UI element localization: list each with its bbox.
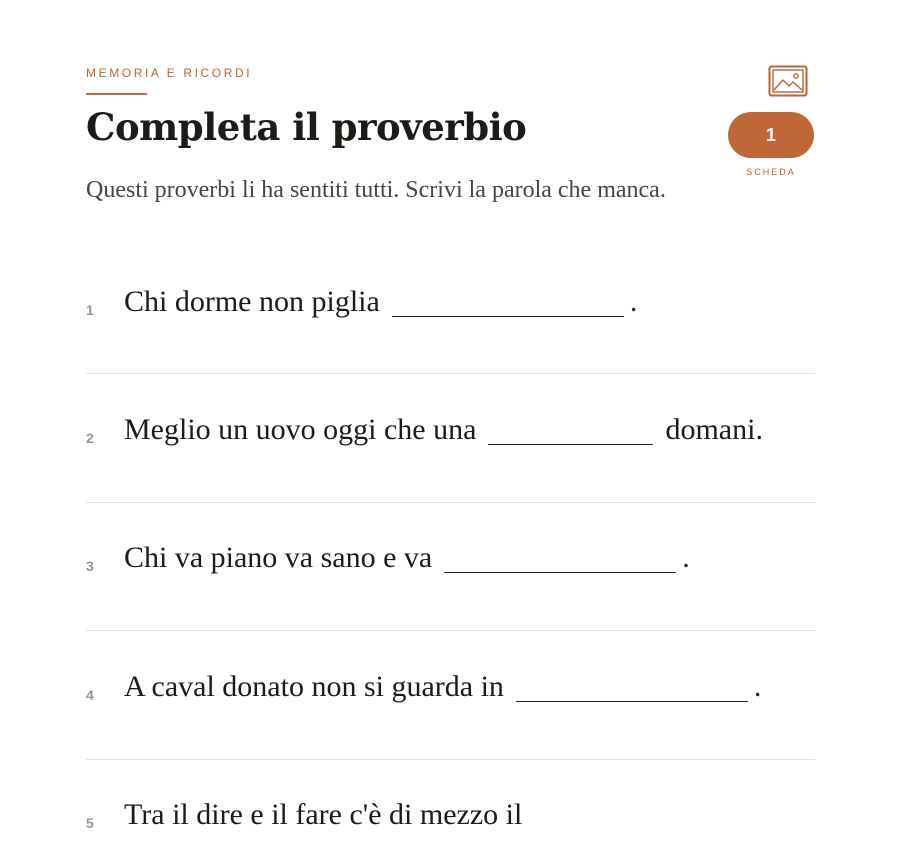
proverb-ending: . (629, 285, 638, 318)
answer-blank[interactable] (392, 294, 624, 317)
proverb-text: Chi va piano va sano e va (124, 541, 433, 574)
proverb-text: A caval donato non si guarda in (124, 670, 504, 703)
item-number: 5 (86, 815, 94, 831)
scheda-label: SCHEDA (746, 167, 796, 177)
answer-blank[interactable] (444, 550, 676, 573)
proverb-item-3 (86, 538, 815, 598)
scheda-number-badge: 1 (728, 112, 814, 158)
item-divider (86, 759, 815, 760)
proverb-text: Meglio un uovo oggi che una (124, 413, 477, 446)
answer-blank[interactable] (516, 679, 748, 702)
item-divider (86, 630, 815, 631)
image-icon[interactable] (768, 65, 808, 97)
eyebrow-underline (86, 93, 147, 95)
item-divider (86, 373, 815, 374)
answer-blank[interactable] (488, 422, 653, 445)
proverb-text: Chi dorme non piglia (124, 285, 380, 318)
proverb-ending: domani. (665, 413, 763, 446)
item-number: 4 (86, 687, 94, 703)
item-divider (86, 502, 815, 503)
proverb-item-4 (86, 667, 815, 727)
page-subtitle: Questi proverbi li ha sentiti tutti. Scrivi la parola che manca. (86, 177, 666, 203)
proverb-ending: . (682, 541, 690, 574)
page-title: Completa il proverbio (86, 105, 527, 149)
proverb-item-5 (86, 795, 815, 855)
category-eyebrow: MEMORIA E RICORDI (86, 66, 253, 80)
proverb-ending: . (753, 670, 762, 703)
item-number: 1 (86, 302, 94, 318)
proverb-item-1 (86, 282, 815, 342)
item-number: 3 (86, 558, 94, 574)
item-number: 2 (86, 430, 94, 446)
proverb-item-2 (86, 410, 815, 470)
proverb-text: Tra il dire e il fare c'è di mezzo il (124, 798, 523, 831)
